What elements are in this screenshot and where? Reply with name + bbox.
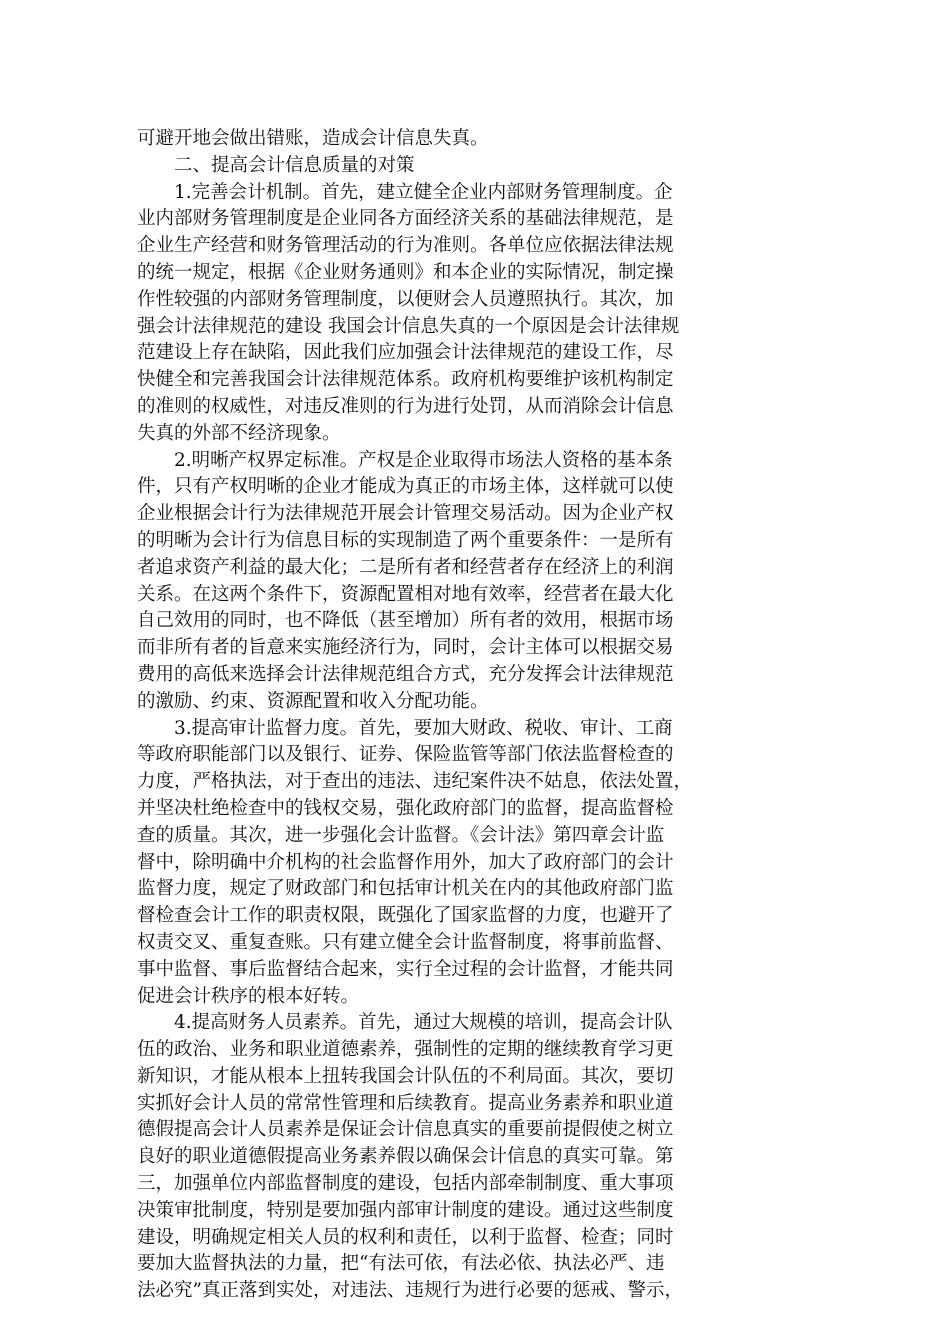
- text-line: 快健全和完善我国会计法律规范体系。政府机构要维护该机构制定: [137, 369, 674, 391]
- text-line: 费用的高低来选择会计法律规范组合方式，充分发挥会计法律规范: [137, 663, 674, 685]
- text-line: 伍的政治、业务和职业道德素养，强制性的定期的继续教育学习更: [137, 1039, 674, 1061]
- text-line: 等政府职能部门以及银行、证券、保险监管等部门依法监督检查的: [137, 744, 674, 766]
- text-line: 自己效用的同时，也不降低（甚至增加）所有者的效用，根据市场: [137, 610, 674, 632]
- text-line: 4.提高财务人员素养。首先，通过大规模的培训，提高会计队: [174, 1012, 673, 1034]
- text-line: 业内部财务管理制度是企业同各方面经济关系的基础法律规范，是: [137, 208, 674, 230]
- text-line: 权责交叉、重复查账。只有建立健全会计监督制度，将事前监督、: [137, 931, 674, 953]
- text-line: 的准则的权威性，对违反准则的行为进行处罚，从而消除会计信息: [137, 395, 674, 417]
- text-line: 的明晰为会计行为信息目标的实现制造了两个重要条件：一是所有: [137, 529, 674, 551]
- text-line: 3.提高审计监督力度。首先，要加大财政、税收、审计、工商: [174, 717, 673, 739]
- text-line: 的激励、约束、资源配置和收入分配功能。: [137, 690, 489, 712]
- text-line: 而非所有者的旨意来实施经济行为，同时，会计主体可以根据交易: [137, 637, 674, 659]
- text-line: 三，加强单位内部监督制度的建设，包括内部牵制制度、重大事项: [137, 1173, 674, 1195]
- text-line: 范建设上存在缺陷，因此我们应加强会计法律规范的建设工作，尽: [137, 342, 674, 364]
- text-line: 可避开地会做出错账，造成会计信息失真。: [137, 128, 489, 149]
- document-body: [137, 126, 803, 1305]
- text-line: 企业生产经营和财务管理活动的行为准则。各单位应依据法律法规: [137, 235, 674, 257]
- text-line: 要加大监督执法的力量，把“有法可依，有法必依、执法必严、违: [137, 1253, 665, 1275]
- text-line: 关系。在这两个条件下，资源配置相对地有效率，经营者在最大化: [137, 583, 674, 605]
- text-line: 者追求资产利益的最大化；二是所有者和经营者存在经济上的利润: [137, 556, 674, 578]
- text-line: 监督力度，规定了财政部门和包括审计机关在内的其他政府部门监: [137, 878, 674, 900]
- text-line: 作性较强的内部财务管理制度，以便财会人员遵照执行。其次，加: [137, 288, 674, 310]
- text-line: 查的质量。其次，进一步强化会计监督。《会计法》第四章会计监: [137, 824, 665, 846]
- text-line: 德假提高会计人员素养是保证会计信息真实的重要前提假使之树立: [137, 1119, 674, 1141]
- text-line: 企业根据会计行为法律规范开展会计管理交易活动。因为企业产权: [137, 503, 674, 525]
- text-line: 强会计法律规范的建设 我国会计信息失真的一个原因是会计法律规: [137, 315, 680, 337]
- text-line: 法必究”真正落到实处，对违法、违规行为进行必要的惩戒、警示，: [137, 1280, 683, 1302]
- text-line: 决策审批制度，特别是要加强内部审计制度的建设。通过这些制度: [137, 1199, 674, 1221]
- text-line: 事中监督、事后监督结合起来，实行全过程的会计监督，才能共同: [137, 958, 674, 980]
- text-line: 失真的外部不经济现象。: [137, 422, 341, 444]
- text-line: 2.明晰产权界定标准。产权是企业取得市场法人资格的基本条: [174, 449, 673, 471]
- text-line: 建设，明确规定相关人员的权利和责任，以利于监督、检查；同时: [137, 1226, 674, 1248]
- text-line: 督中，除明确中介机构的社会监督作用外，加大了政府部门的会计: [137, 851, 674, 873]
- text-line: 促进会计秩序的根本好转。: [137, 985, 360, 1007]
- text-line: 良好的职业道德假提高业务素养假以确保会计信息的真实可靠。第: [137, 1146, 674, 1168]
- text-line: 件，只有产权明晰的企业才能成为真正的市场主体，这样就可以使: [137, 476, 674, 498]
- text-line: 力度，严格执法，对于查出的违法、违纪案件决不姑息，依法处置，: [137, 771, 693, 793]
- text-line: 二、提高会计信息质量的对策: [174, 154, 415, 176]
- text-line: 并坚决杜绝检查中的钱权交易，强化政府部门的监督，提高监督检: [137, 797, 674, 819]
- text-line: 督检查会计工作的职责权限，既强化了国家监督的力度，也避开了: [137, 905, 674, 927]
- text-line: 新知识，才能从根本上扭转我国会计队伍的不利局面。其次，要切: [137, 1065, 674, 1087]
- text-line: 1.完善会计机制。首先，建立健全企业内部财务管理制度。企: [174, 181, 673, 203]
- text-line: 的统一规定，根据《企业财务通则》和本企业的实际情况，制定操: [137, 261, 674, 283]
- text-line: 实抓好会计人员的常常性管理和后续教育。提高业务素养和职业道: [137, 1092, 674, 1114]
